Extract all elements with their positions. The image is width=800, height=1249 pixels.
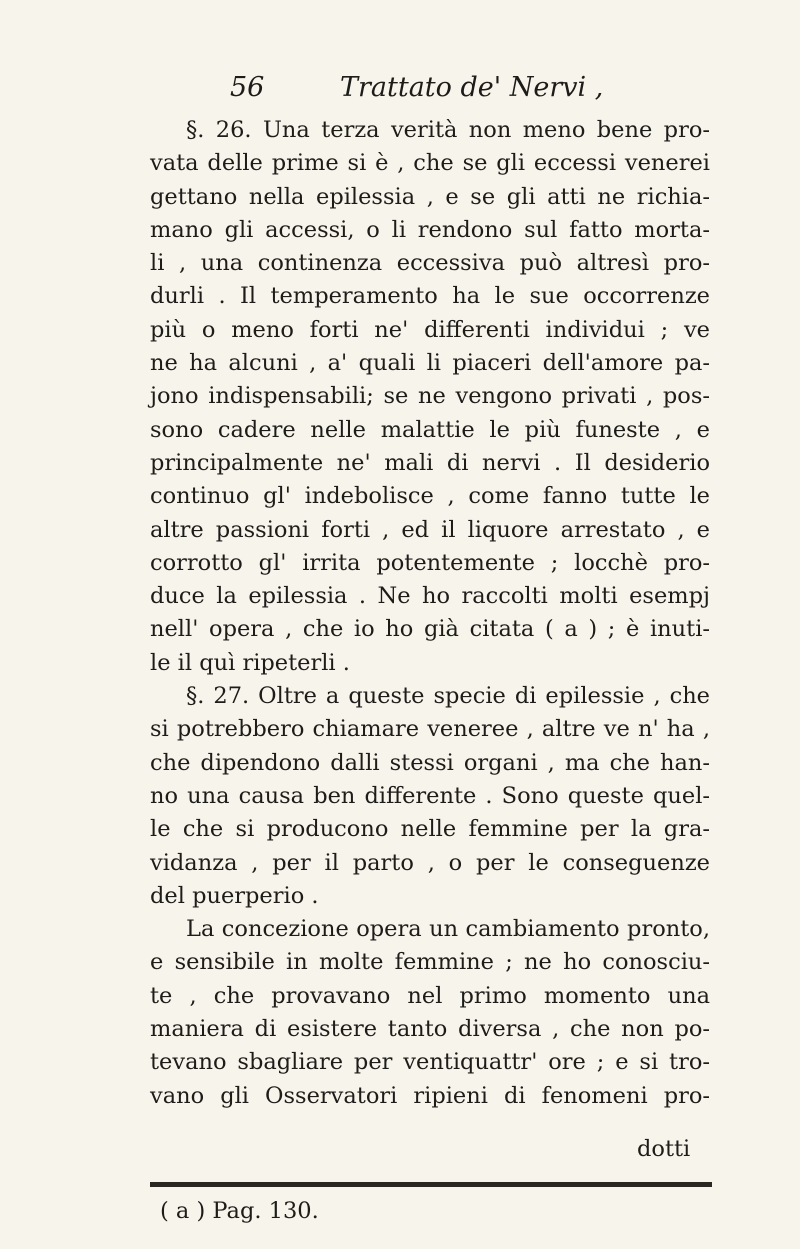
main-text bbox=[150, 114, 710, 1113]
text-line: si potrebbero chiamare veneree , altre ve n' ha , bbox=[150, 716, 710, 743]
text-line: durli . Il temperamento ha le sue occorrenze bbox=[150, 283, 710, 310]
text-line: tevano sbagliare per ventiquattr' ore ; e si tro- bbox=[150, 1049, 710, 1076]
text-line: no una causa ben differente . Sono queste quel- bbox=[150, 782, 710, 809]
catchword: dotti bbox=[637, 1136, 691, 1162]
text-line: ne ha alcuni , a' quali li piaceri dell'amore pa- bbox=[150, 350, 710, 377]
text-line: La concezione opera un cambiamento pronto, bbox=[186, 916, 710, 943]
text-line: continuo gl' indebolisce , come fanno tutte le bbox=[150, 483, 710, 510]
text-line: mano gli accessi, o li rendono sul fatto morta- bbox=[150, 216, 710, 243]
page-number: 56 bbox=[230, 72, 265, 103]
text-line: gettano nella epilessia , e se gli atti ne richia- bbox=[150, 183, 710, 210]
text-line: §. 27. Oltre a queste specie di epilessie , che bbox=[186, 683, 710, 710]
text-line: corrotto gl' irrita potentemente ; locchè pro- bbox=[150, 549, 710, 576]
text-line: te , che provavano nel primo momento una bbox=[150, 982, 710, 1009]
text-line: §. 26. Una terza verità non meno bene pro- bbox=[186, 117, 710, 143]
text-line: che dipendono dalli stessi organi , ma che han- bbox=[150, 749, 710, 776]
text-line: e sensibile in molte femmine ; ne ho conosciu- bbox=[150, 949, 710, 976]
text-line: sono cadere nelle malattie le più funeste , e bbox=[150, 416, 710, 443]
footnote-rule bbox=[150, 1182, 712, 1187]
text-line: più o meno forti ne' differenti individui ; ve bbox=[150, 316, 710, 343]
text-line: principalmente ne' mali di nervi . Il desiderio bbox=[150, 449, 710, 476]
text-line: vata delle prime si è , che se gli eccessi venerei bbox=[150, 150, 710, 177]
text-line: vano gli Osservatori ripieni di fenomeni pro- bbox=[150, 1082, 710, 1109]
text-line: jono indispensabili; se ne vengono privati , pos- bbox=[150, 383, 710, 410]
text-line: le il quì ripeterli . bbox=[150, 649, 350, 676]
text-line: del puerperio . bbox=[150, 882, 319, 909]
text-line: vidanza , per il parto , o per le conseguenze bbox=[150, 849, 710, 876]
text-line: maniera di esistere tanto diversa , che non po- bbox=[150, 1016, 710, 1043]
text-line: li , una continenza eccessiva può altresì pro- bbox=[150, 250, 710, 277]
footnote: ( a ) Pag. 130. bbox=[160, 1198, 319, 1224]
running-title: Trattato de' Nervi , bbox=[340, 72, 604, 103]
text-line: le che si producono nelle femmine per la gra- bbox=[150, 816, 710, 843]
text-line: duce la epilessia . Ne ho raccolti molti esempj bbox=[150, 583, 710, 610]
text-line: nell' opera , che io ho già citata ( a ) ; è inuti- bbox=[150, 616, 710, 643]
text-line: altre passioni forti , ed il liquore arrestato , e bbox=[150, 516, 710, 543]
